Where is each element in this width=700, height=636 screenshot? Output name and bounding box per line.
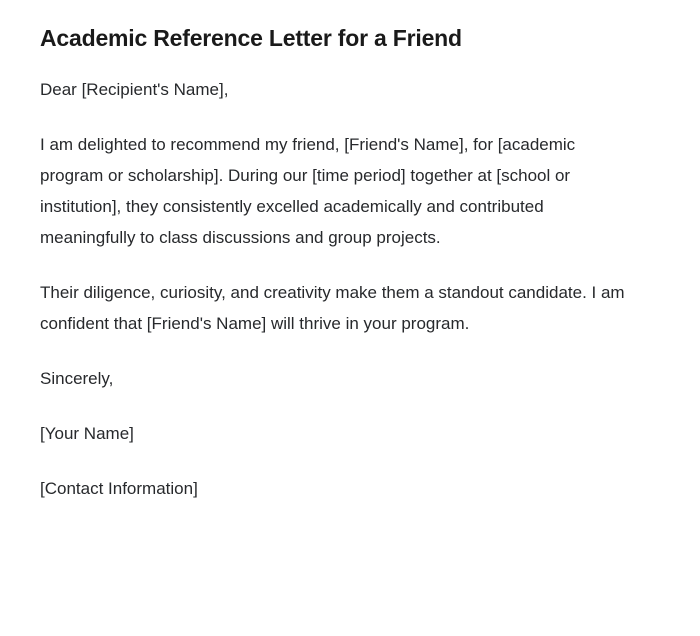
closing-paragraph: Sincerely,	[40, 369, 114, 388]
recommendation-paragraph: I am delighted to recommend my friend, [Friend's Name], for [academic program or scholarship]. During our [time period] together at [school or institution], they consistently excelled academically and contributed meaningfully to class discussions and group projects.	[40, 135, 576, 247]
contact-information: [Contact Information]	[40, 479, 198, 498]
salutation-paragraph: Dear [Recipient's Name],	[40, 80, 229, 99]
endorsement-paragraph: Their diligence, curiosity, and creativity make them a standout candidate. I am confident that [Friend's Name] will thrive in your program.	[40, 283, 625, 333]
page-title: Academic Reference Letter for a Friend	[40, 25, 462, 51]
signature-name: [Your Name]	[40, 424, 134, 443]
